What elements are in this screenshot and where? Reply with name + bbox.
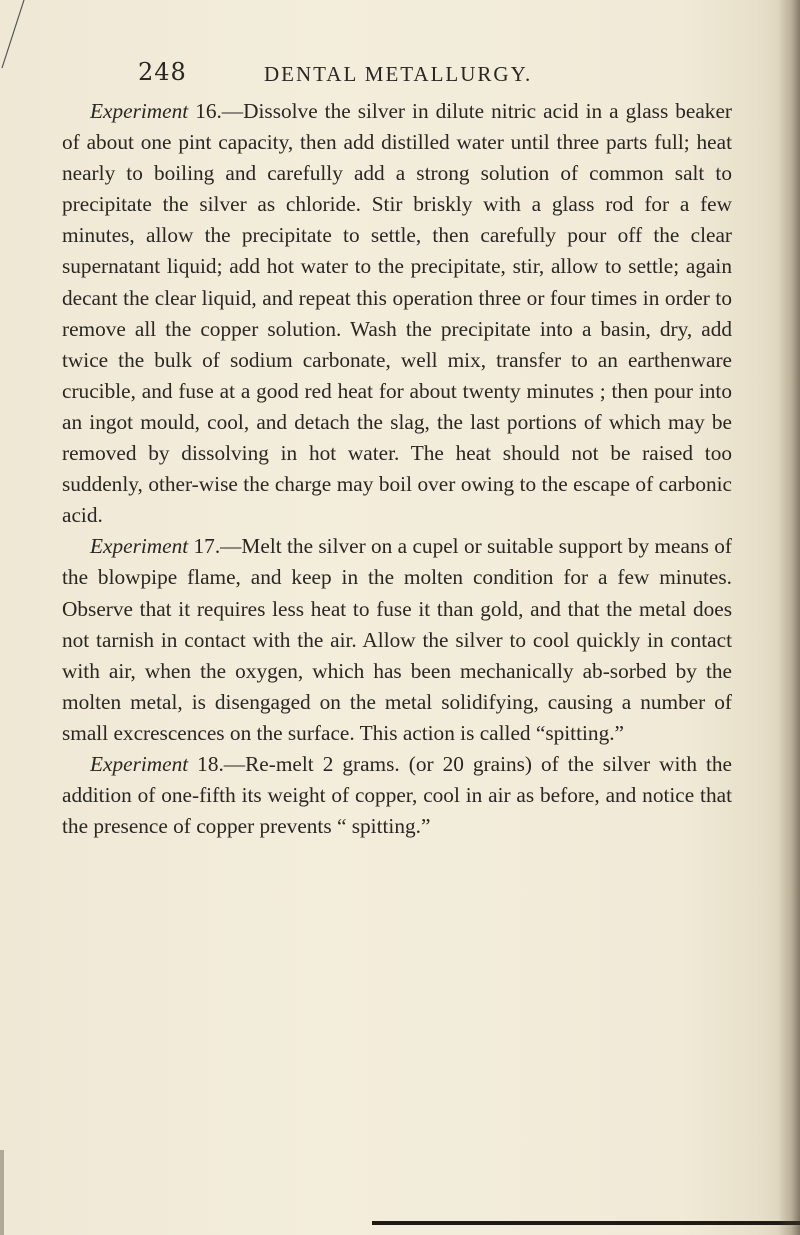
bottom-rule (372, 1221, 800, 1225)
page-header (138, 58, 758, 98)
page-number: 248 (138, 58, 187, 86)
paragraph-experiment-18 (62, 749, 732, 842)
pencil-mark (0, 0, 40, 70)
running-head: DENTAL METALLURGY. (264, 62, 533, 86)
body-text (62, 96, 732, 842)
paragraph-text: 18.—Re-melt 2 grams. (or 20 grains) of the silver with the addition of one-fifth its weight of copper, cool in air as before, and notice that the presence of copper prevents “ spitting.” (62, 751, 732, 839)
paragraph-text: 16.—Dissolve the silver in dilute nitric acid in a glass beaker of about one pint capacity, then add distilled water until three parts full; heat nearly to boiling and carefully add a strong solution of common salt to precipitate the silver as chloride. Stir briskly with a glass rod for a few minutes, allow the precipitate to settle, then carefully pour off the clear supernatant liquid; add hot water to the precipitate, stir, allow to settle; again decant the clear liquid, and repeat this operation three or four times in order to remove all the copper solution. Wash the precipitate into a basin, dry, add twice the bulk of sodium carbonate, well mix, transfer to an earthenware crucible, and fuse at a good red heat for about twenty minutes ; then pour into an ingot mould, cool, and detach the slag, the last portions of which may be removed by dissolving in hot water. The heat should not be raised too suddenly, other-wise the charge may boil over owing to the escape of carbonic acid. (62, 99, 732, 528)
experiment-label: Experiment (90, 99, 189, 123)
paragraph-text: 17.—Melt the silver on a cupel or suitable support by means of the blowpipe flame, and keep in the molten condition for a few minutes. Observe that it requires less heat to fuse it than gold, and that the metal does not tarnish in contact with the air. Allow the silver to cool quickly in contact with air, when the oxygen, which has been mechanically ab-sorbed by the molten metal, is disengaged on the metal solidifying, causing a number of small excrescences on the surface. This action is called “spitting.” (62, 534, 732, 745)
paragraph-experiment-16 (62, 96, 732, 531)
experiment-label: Experiment (90, 534, 189, 559)
spine-shadow (778, 0, 800, 1235)
paragraph-experiment-17 (62, 531, 732, 749)
experiment-label: Experiment (90, 751, 189, 776)
page-edge-shadow (0, 1150, 4, 1235)
